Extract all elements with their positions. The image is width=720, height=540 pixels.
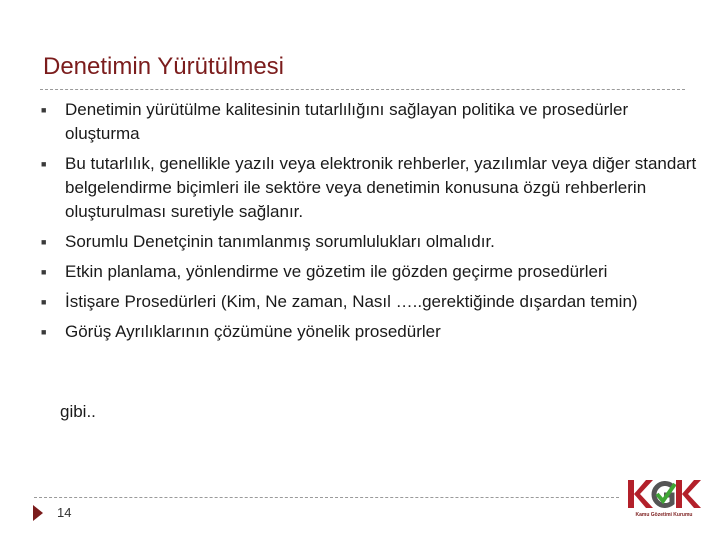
slide-title: Denetimin Yürütülmesi	[43, 53, 284, 80]
bullet-item	[41, 230, 701, 254]
title-divider	[40, 89, 685, 90]
bullet-item	[41, 260, 701, 284]
square-bullet-icon: ■	[41, 105, 47, 115]
bullet-item	[41, 98, 701, 146]
bullet-item	[41, 290, 701, 314]
square-bullet-icon: ■	[41, 297, 47, 307]
bullet-text: Bu tutarlılık, genellikle yazılı veya elektronik rehberler, yazılımlar veya diğer standart belgelendirme biçimleri ile sektöre veya denetimin konusuna özgü rehberlerin oluşturulması suretiyle sağlanır.	[65, 154, 697, 221]
logo-tagline: Kamu Gözetimi Kurumu	[635, 512, 693, 518]
play-arrow-icon	[33, 505, 43, 521]
page-number: 14	[57, 505, 72, 520]
bullet-text: Etkin planlama, yönlendirme ve gözetim ile gözden geçirme prosedürleri	[65, 262, 608, 281]
bullet-text: Denetimin yürütülme kalitesinin tutarlılığını sağlayan politika ve prosedürler oluşturma	[65, 100, 629, 143]
square-bullet-icon: ■	[41, 237, 47, 247]
bullet-text: Sorumlu Denetçinin tanımlanmış sorumlulukları olmalıdır.	[65, 232, 495, 251]
bullet-item	[41, 320, 701, 344]
square-bullet-icon: ■	[41, 267, 47, 277]
bullet-list	[41, 98, 701, 350]
square-bullet-icon: ■	[41, 159, 47, 169]
bullet-item	[41, 152, 701, 224]
bullet-text: Görüş Ayrılıklarının çözümüne yönelik prosedürler	[65, 322, 441, 341]
closing-text: gibi..	[60, 402, 96, 421]
footer-divider	[34, 497, 619, 498]
square-bullet-icon: ■	[41, 327, 47, 337]
bullet-text: İstişare Prosedürleri (Kim, Ne zaman, Nasıl …..gerektiğinde dışardan temin)	[65, 292, 638, 311]
